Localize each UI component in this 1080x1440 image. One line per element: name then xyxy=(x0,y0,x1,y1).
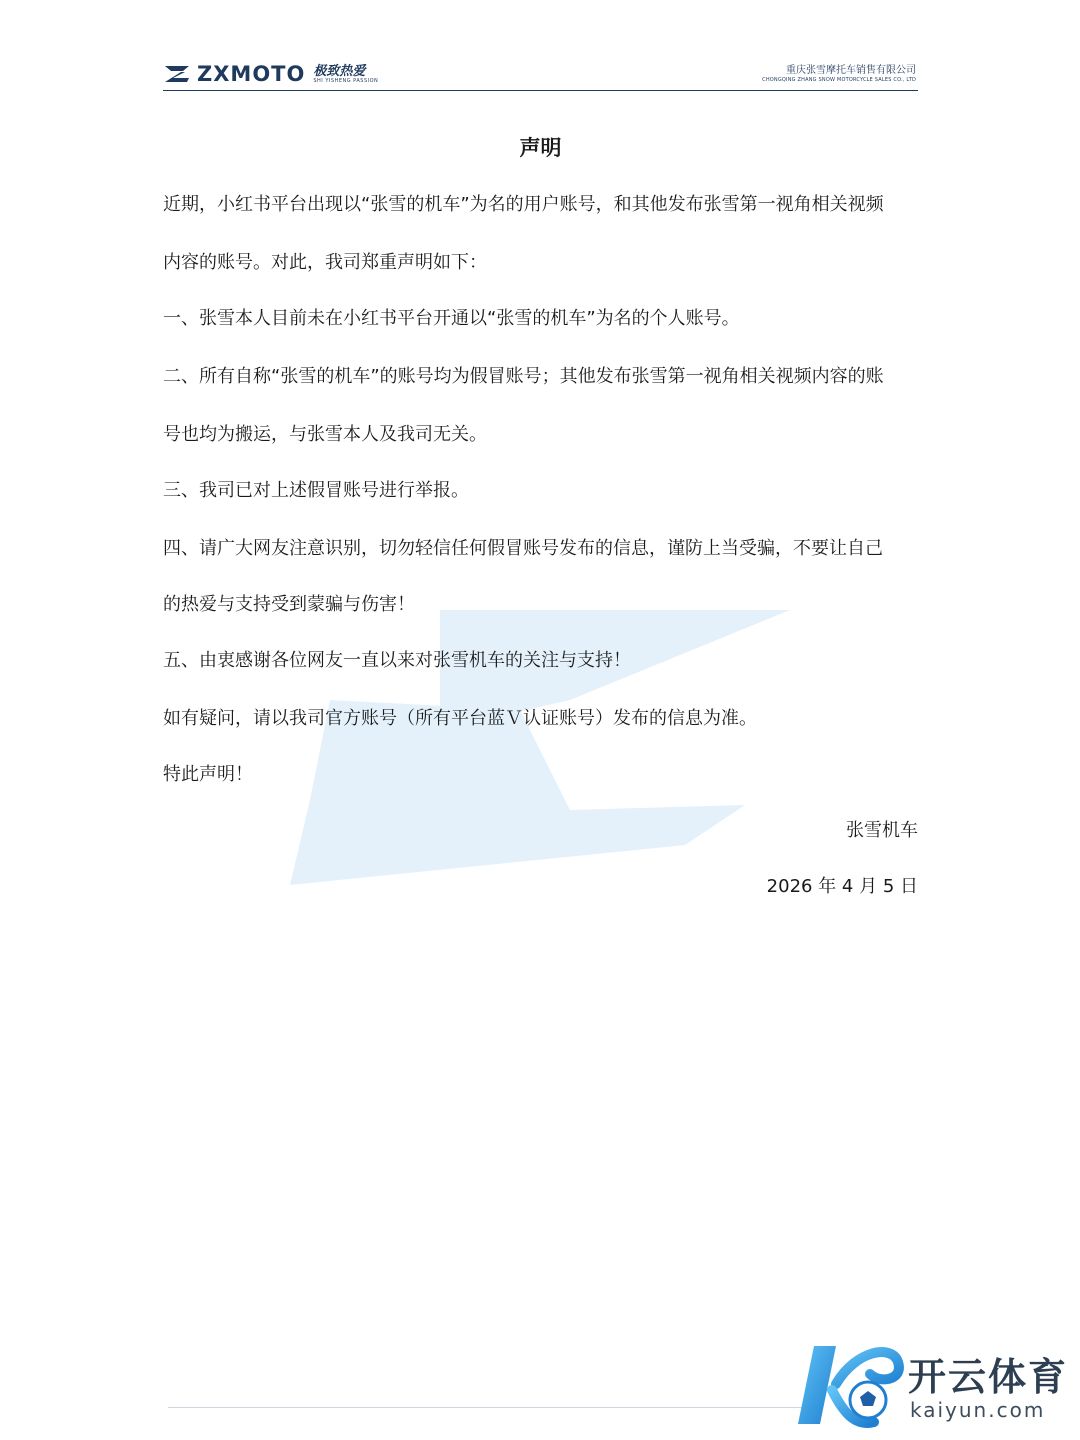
paragraph-line: 近期，小红书平台出现以“张雪的机车”为名的用户账号，和其他发布张雪第一视角相关视频 xyxy=(163,194,884,215)
paragraph-line: 内容的账号。对此，我司郑重声明如下： xyxy=(163,252,487,273)
zxmoto-logo-icon xyxy=(163,64,191,84)
paragraph-line: 三、我司已对上述假冒账号进行举报。 xyxy=(163,480,469,501)
paragraph-line: 五、由衷感谢各位网友一直以来对张雪机车的关注与支持！ xyxy=(163,650,631,671)
kaiyun-watermark-badge xyxy=(796,1340,1071,1430)
brand-slogan: 极致热爱 xyxy=(313,63,366,79)
kaiyun-brand-name: 开云体育 xyxy=(908,1355,1069,1399)
paragraph-line: 一、张雪本人目前未在小红书平台开通以“张雪的机车”为名的个人账号。 xyxy=(163,308,740,329)
footer-divider xyxy=(168,1407,818,1408)
paragraph-line: 四、请广大网友注意识别，切勿轻信任何假冒账号发布的信息，谨防上当受骗，不要让自己 xyxy=(163,538,883,559)
brand-name: ZXMOTO xyxy=(197,62,306,86)
zxmoto-logo xyxy=(163,62,378,86)
paragraph-line: 的热爱与支持受到蒙骗与伤害！ xyxy=(163,594,415,615)
paragraph-line: 号也均为搬运，与张雪本人及我司无关。 xyxy=(163,424,487,445)
paragraph-line: 如有疑问，请以我司官方账号（所有平台蓝Ｖ认证账号）发布的信息为准。 xyxy=(163,708,757,729)
document-title: 声明 xyxy=(519,136,562,160)
kaiyun-url: kaiyun.com xyxy=(910,1398,1046,1422)
document-date: 2026 年 4 月 5 日 xyxy=(766,876,918,897)
brand-slogan-sub: SHI YISHENG PASSION xyxy=(313,77,379,84)
letterhead xyxy=(163,58,918,91)
company-name xyxy=(762,66,916,83)
kaiyun-logo-icon xyxy=(796,1340,904,1430)
signature: 张雪机车 xyxy=(846,820,918,841)
company-name-en: CHONGQING ZHANG SNOW MOTORCYCLE SALES CO., LTD xyxy=(762,77,916,83)
paragraph-line: 二、所有自称“张雪的机车”的账号均为假冒账号；其他发布张雪第一视角相关视频内容的账 xyxy=(163,366,884,387)
paragraph-line: 特此声明！ xyxy=(163,764,253,785)
company-name-cn: 重庆张雪摩托车销售有限公司 xyxy=(786,65,916,76)
